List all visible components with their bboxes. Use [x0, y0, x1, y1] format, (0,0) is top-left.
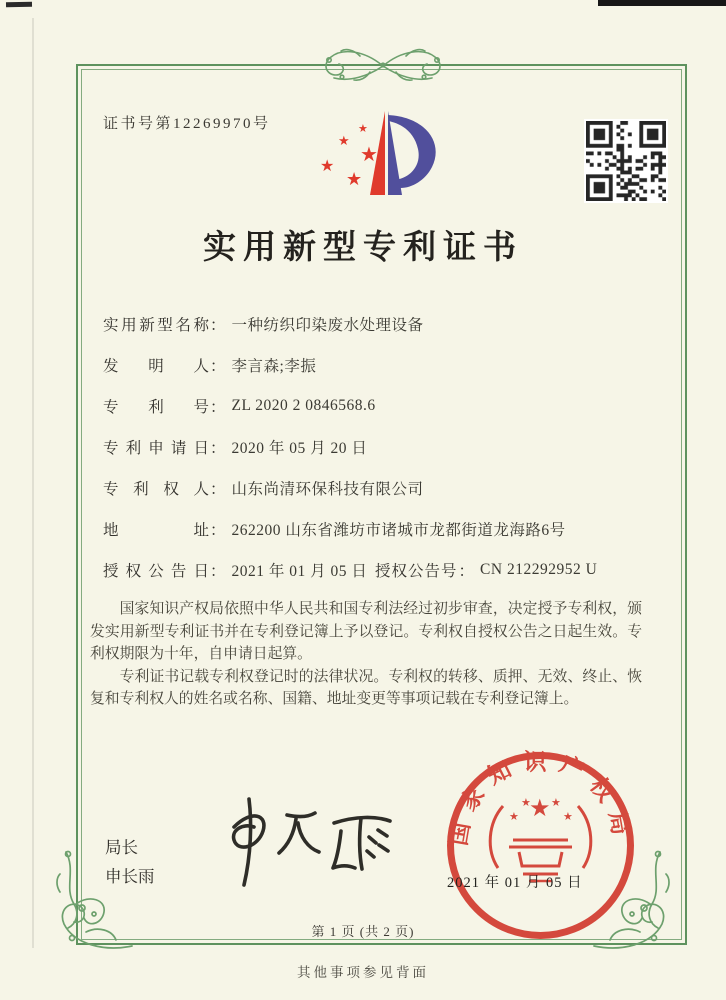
- field-label: 授权公告号: [375, 562, 458, 580]
- field-value: 2020 年 05 月 20 日: [231, 439, 368, 457]
- field-list: [103, 303, 623, 590]
- svg-text:★: ★: [563, 811, 573, 823]
- statutory-paragraph-1: 国家知识产权局依照中华人民共和国专利法经过初步审查，决定授予专利权，颁发实用新型专利证书并在专利登记簿上予以登记。专利权自授权公告之日起生效。专利权期限为十年，自申请日起算。: [90, 601, 642, 662]
- field-patentee: [103, 467, 623, 508]
- national-emblem-icon: [490, 796, 591, 881]
- field-value: 山东尚清环保科技有限公司: [231, 480, 424, 498]
- svg-text:★: ★: [338, 133, 350, 148]
- qr-code: [584, 119, 668, 203]
- field-grant-row: [103, 549, 623, 590]
- commissioner-signature: [208, 793, 403, 893]
- field-grant-number: [375, 559, 597, 581]
- svg-text:★: ★: [358, 123, 368, 135]
- svg-text:★: ★: [509, 811, 519, 823]
- statutory-paragraph-2: 专利证书记载专利权登记时的法律状况。专利权的转移、质押、无效、终止、恢复和专利权人的姓名或名称、国籍、地址变更等事项记载在专利登记簿上。: [90, 668, 642, 707]
- field-value: CN 212292952 U: [480, 560, 598, 578]
- field-utility-model-name: [103, 303, 623, 344]
- paper-fold-line: [32, 18, 34, 948]
- field-value: 262200 山东省潍坊市诸城市龙都街道龙海路6号: [231, 521, 566, 539]
- cnipa-logo-icon: [302, 99, 458, 209]
- field-label: 授权公告日: [103, 562, 209, 580]
- field-value: 一种纺织印染废水处理设备: [231, 316, 424, 334]
- agency-seal: [443, 748, 638, 943]
- field-filing-date: [103, 426, 623, 467]
- certificate-number: 证书号第12269970号: [103, 116, 271, 132]
- svg-text:★: ★: [551, 797, 561, 809]
- field-colon: ：: [458, 562, 475, 580]
- page-indicator: 第 1 页 (共 2 页): [311, 924, 415, 939]
- field-patent-number: [103, 385, 623, 426]
- field-colon: ：: [210, 480, 226, 498]
- field-label: 专利权人: [103, 480, 209, 498]
- svg-text:★: ★: [346, 169, 363, 189]
- scan-artifact: [6, 2, 32, 7]
- svg-text:★: ★: [360, 144, 378, 166]
- commissioner-block: [105, 833, 155, 891]
- field-inventor: [103, 344, 623, 385]
- seal-agency-text: 国家知识产权局: [445, 749, 636, 848]
- field-value: ZL 2020 2 0846568.6: [231, 396, 376, 414]
- field-colon: ：: [210, 398, 226, 416]
- field-colon: ：: [210, 357, 226, 375]
- field-colon: ：: [210, 521, 226, 539]
- field-colon: ：: [210, 562, 226, 580]
- field-value: 2021 年 01 月 05 日: [231, 562, 368, 580]
- field-address: [103, 508, 623, 549]
- svg-text:★: ★: [320, 158, 335, 175]
- field-label: 地址: [103, 521, 209, 539]
- field-label: 发明人: [103, 357, 209, 375]
- commissioner-title: 局长: [105, 838, 138, 857]
- field-label: 实用新型名称: [103, 316, 209, 334]
- statutory-text: [90, 598, 642, 711]
- svg-text:★: ★: [529, 796, 551, 822]
- field-label: 专利号: [103, 398, 209, 416]
- field-value: 李言森;李振: [231, 357, 317, 375]
- commissioner-name: 申长雨: [105, 867, 155, 886]
- field-colon: ：: [210, 439, 226, 457]
- back-note: 其他事项参见背面: [297, 965, 429, 980]
- scan-artifact: [598, 0, 726, 6]
- certificate-title: 实用新型专利证书: [203, 230, 523, 266]
- svg-text:★: ★: [521, 797, 531, 809]
- seal-date: 2021 年 01 月 05 日: [447, 875, 583, 891]
- field-colon: ：: [210, 316, 226, 334]
- flourish-ornament-icon: [298, 42, 468, 86]
- field-label: 专利申请日: [103, 439, 209, 457]
